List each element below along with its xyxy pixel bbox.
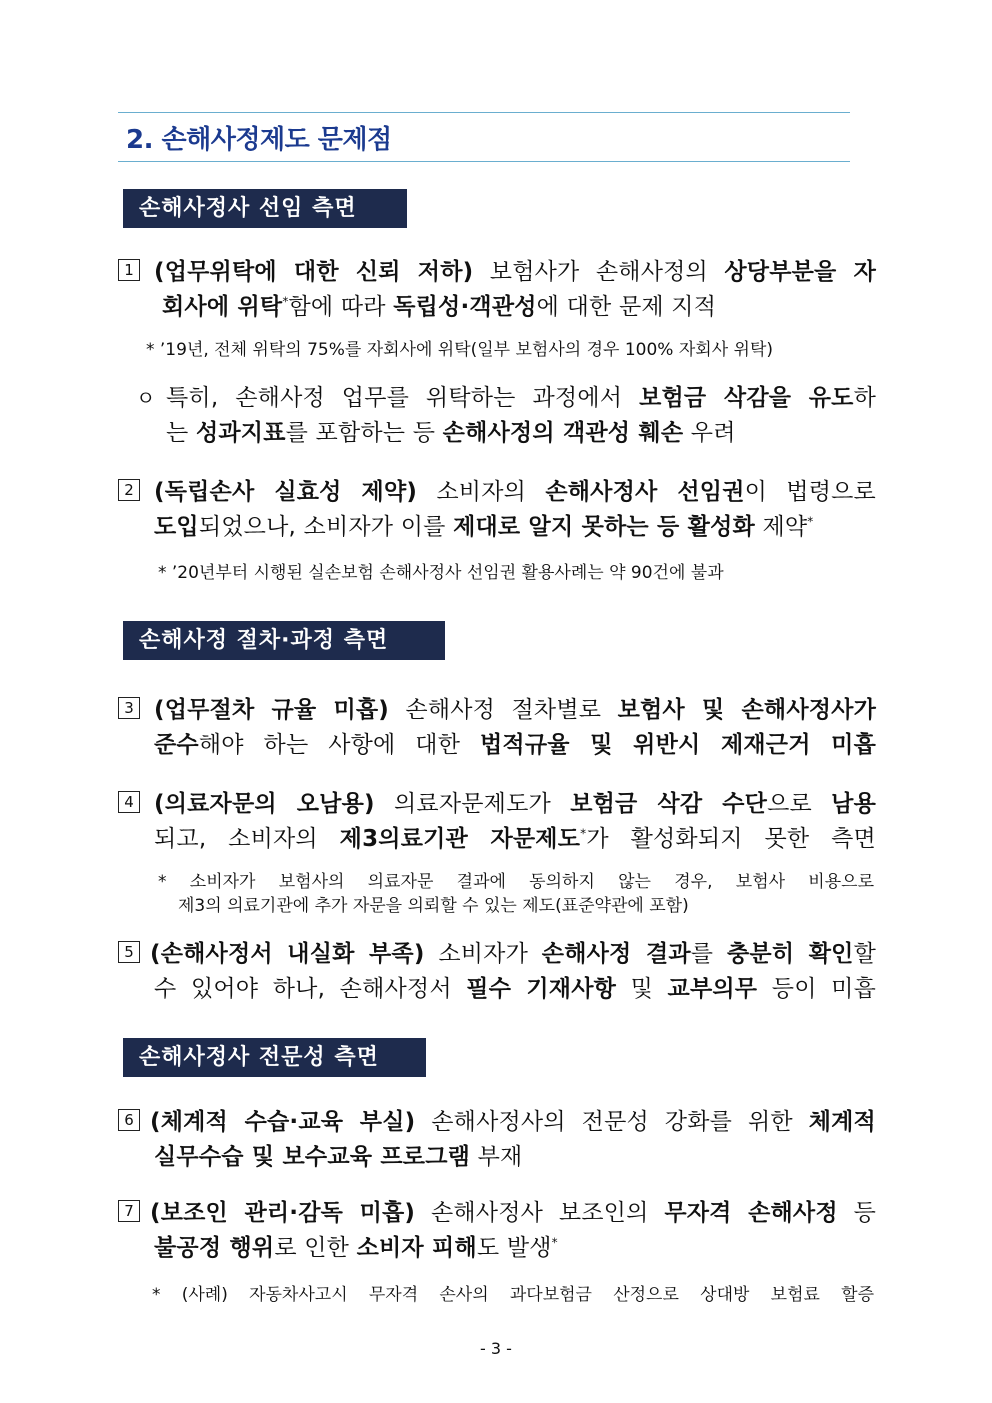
text-run: 손해사정사 보조인의 <box>415 1200 665 1226</box>
bold-text: 교부의무 <box>667 976 758 1002</box>
section-label-expertise: 손해사정사 전문성 측면 <box>123 1038 426 1077</box>
bullet-mark: ㅇ <box>136 386 156 410</box>
bullet-1-line-1 <box>136 381 876 416</box>
item-2-line-1 <box>118 475 876 510</box>
bold-text: (독립손사 실효성 제약) <box>154 479 418 505</box>
bold-text: (보조인 관리·감독 미흡) <box>150 1200 416 1226</box>
bold-text: 회사에 위탁 <box>162 294 283 320</box>
item-3-line-2 <box>118 728 876 763</box>
bold-text: 손해사정사 선임권 <box>545 479 745 505</box>
bold-text: 필수 기재사항 <box>466 976 617 1002</box>
text-run: 손해사정 절차별로 <box>389 697 618 723</box>
text-run: 함에 따라 <box>288 294 394 320</box>
bold-text: 준수 <box>154 732 199 758</box>
item-1 <box>118 255 876 325</box>
bold-text: 상당부분을 자 <box>724 259 876 285</box>
item-4 <box>118 787 876 857</box>
text-run: 하 <box>853 385 876 411</box>
item-2-line-2 <box>118 510 876 545</box>
bold-text: 체계적 <box>808 1109 876 1135</box>
item-3-line-1 <box>118 693 876 728</box>
footnote-marker: * <box>282 294 289 309</box>
item-1-line-1 <box>118 255 876 290</box>
bold-text: 소비자 피해 <box>356 1235 477 1261</box>
item-number-box: 1 <box>118 259 140 281</box>
bold-text: 남용 <box>831 791 877 817</box>
page-number: - 3 - <box>480 1339 512 1358</box>
item-7-line-2 <box>118 1231 876 1266</box>
item-4-line-2 <box>118 822 876 857</box>
item-7 <box>118 1196 876 1266</box>
item-number-box: 5 <box>118 941 140 963</box>
footnote-marker: * <box>580 826 587 841</box>
text-run: 부재 <box>470 1144 523 1170</box>
text-run: 를 <box>690 941 727 967</box>
text-run: 해야 하는 사항에 대한 <box>198 732 480 758</box>
bold-text: 충분히 확인 <box>726 941 854 967</box>
item-6-line-2 <box>118 1140 876 1175</box>
item-number-box: 3 <box>118 697 140 719</box>
text-run: 등이 미흡 <box>757 976 876 1002</box>
bold-text: (업무절차 규율 미흡) <box>154 697 389 723</box>
bold-text: 도입 <box>154 514 199 540</box>
section-label-procedure: 손해사정 절차·과정 측면 <box>123 621 445 660</box>
section-label-selection: 손해사정사 선임 측면 <box>123 189 407 228</box>
text-run: 제약 <box>754 514 808 540</box>
text-run: 손해사정사의 전문성 강화를 위한 <box>415 1109 809 1135</box>
item-5-line-1 <box>118 937 876 972</box>
text-run: 가 활성화되지 못한 측면 <box>586 826 876 852</box>
footnote-marker: * <box>807 514 814 529</box>
item-4-line-1 <box>118 787 876 822</box>
item-number-box: 6 <box>118 1109 140 1131</box>
text-run: 특히, 손해사정 업무를 위탁하는 과정에서 <box>166 385 640 411</box>
text-run: 소비자의 <box>417 479 546 505</box>
item-3 <box>118 693 876 763</box>
text-run: 보험사가 손해사정의 <box>473 259 725 285</box>
text-run: 소비자가 <box>424 941 542 967</box>
bold-text: 보험사 및 손해사정사가 <box>617 697 876 723</box>
bold-text: 독립성·객관성 <box>393 294 537 320</box>
item-6 <box>118 1105 876 1175</box>
bold-text: 보험금 삭감 수단 <box>570 791 768 817</box>
text-run: 도 발생 <box>476 1235 552 1261</box>
bullet-1 <box>136 381 876 451</box>
bullet-1-line-2 <box>136 416 876 451</box>
item-4-note-line-1: * 소비자가 보험사의 의료자문 결과에 동의하지 않는 경우, 보험사 비용으로 <box>158 872 874 892</box>
text-run: 등 <box>837 1200 876 1226</box>
footnote-marker: * <box>551 1235 558 1250</box>
bold-text: 불공정 행위 <box>154 1235 275 1261</box>
item-7-line-1 <box>118 1196 876 1231</box>
text-run: 를 포함하는 등 <box>285 420 443 446</box>
text-run: 수 있어야 하나, 손해사정서 <box>154 976 467 1002</box>
item-2-note: * ’20년부터 시행된 실손보험 손해사정사 선임권 활용사례는 약 90건에 불과 <box>158 563 724 583</box>
page-heading: 2. 손해사정제도 문제점 <box>126 125 392 155</box>
text-run: 우려 <box>683 420 736 446</box>
text-run: 는 <box>166 420 196 446</box>
text-run: 의료자문제도가 <box>374 791 571 817</box>
item-number-box: 7 <box>118 1200 140 1222</box>
bold-text: (체계적 수습·교육 부실) <box>150 1109 416 1135</box>
text-run: 및 <box>616 976 668 1002</box>
text-run: 할 <box>853 941 876 967</box>
item-5 <box>118 937 876 1007</box>
bold-text: (의료자문의 오남용) <box>154 791 375 817</box>
text-run: 으로 <box>767 791 832 817</box>
item-2 <box>118 475 876 545</box>
text-run: 되었으나, 소비자가 이를 <box>198 514 454 540</box>
bold-text: (손해사정서 내실화 부족) <box>150 941 425 967</box>
item-number-box: 2 <box>118 479 140 501</box>
text-run: 되고, 소비자의 <box>154 826 340 852</box>
heading-rule-top <box>118 112 850 113</box>
item-5-line-2 <box>118 972 876 1007</box>
bold-text: 법적규율 및 위반시 제재근거 미흡 <box>479 732 876 758</box>
heading-rule-bottom <box>118 161 850 162</box>
item-1-line-2 <box>118 290 876 325</box>
bold-text: 제3의료기관 자문제도 <box>339 826 581 852</box>
bold-text: 보험금 삭감을 유도 <box>639 385 854 411</box>
bold-text: 손해사정 결과 <box>541 941 691 967</box>
item-number-box: 4 <box>118 791 140 813</box>
item-7-note: * (사례) 자동차사고시 무자격 손사의 과다보험금 산정으로 상대방 보험료 할증 <box>152 1285 874 1305</box>
item-6-line-1 <box>118 1105 876 1140</box>
bold-text: 손해사정의 객관성 훼손 <box>442 420 684 446</box>
bold-text: 실무수습 및 보수교육 프로그램 <box>154 1144 471 1170</box>
item-1-note: * ’19년, 전체 위탁의 75%를 자회사에 위탁(일부 보험사의 경우 100% 자회사 위탁) <box>146 340 774 360</box>
text-run: 로 인한 <box>274 1235 357 1261</box>
bold-text: 제대로 알지 못하는 등 활성화 <box>453 514 755 540</box>
item-4-note-line-2: 제3의 의료기관에 추가 자문을 의뢰할 수 있는 제도(표준약관에 포함) <box>178 896 689 916</box>
bold-text: 무자격 손해사정 <box>664 1200 838 1226</box>
text-run: 이 법령으로 <box>744 479 876 505</box>
bold-text: (업무위탁에 대한 신뢰 저하) <box>154 259 474 285</box>
bold-text: 성과지표 <box>195 420 286 446</box>
text-run: 에 대한 문제 지적 <box>536 294 717 320</box>
